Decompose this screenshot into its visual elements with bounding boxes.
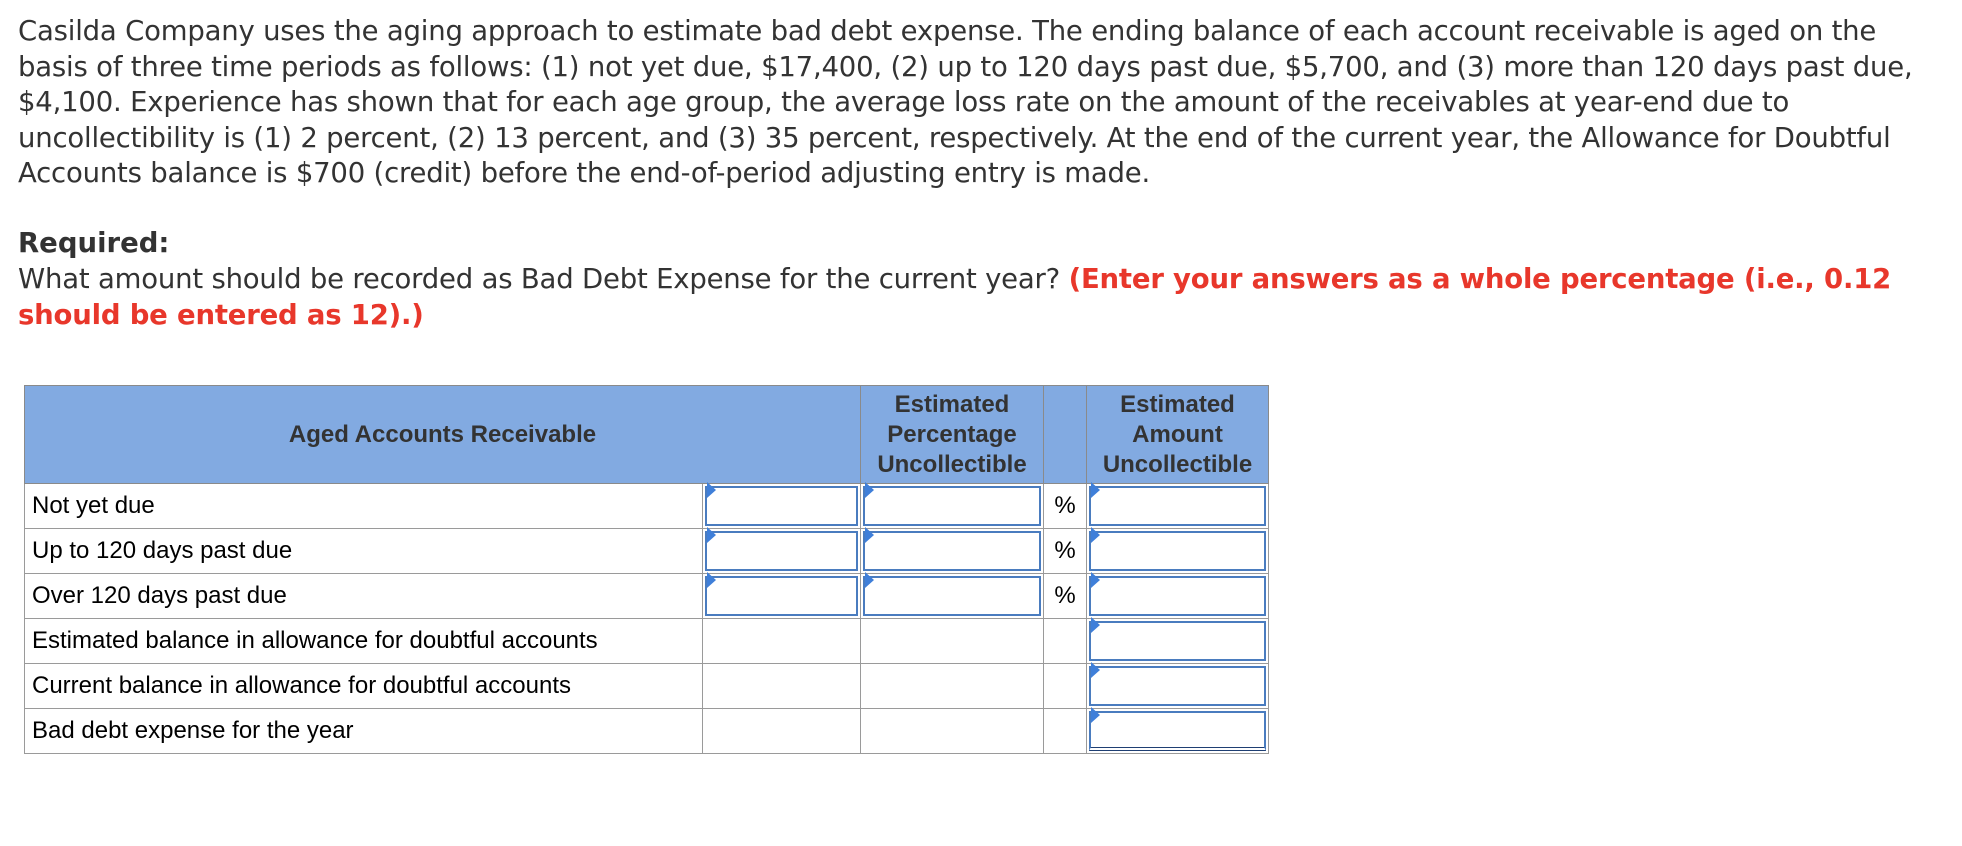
empty-cell — [703, 619, 861, 664]
empty-cell — [703, 709, 861, 754]
header-line: Uncollectible — [1102, 450, 1253, 478]
header-line: Amount — [1132, 420, 1223, 448]
header-line: Percentage — [887, 420, 1017, 448]
header-estimated-amount-uncollectible — [1087, 386, 1269, 484]
row-label: Estimated balance in allowance for doubtful accounts — [25, 619, 703, 664]
header-line: Uncollectible — [877, 450, 1027, 478]
percentage-input[interactable] — [863, 531, 1041, 571]
problem-statement: Casilda Company uses the aging approach to estimate bad debt expense. The ending balance of each account receivable is aged on the basis of three time periods as follows: (1) not yet due, $17,400, (2) up to 120 days past due, $5,700, and (3) more than 120 days past due, $4,100. Experience has shown that for each age group, the average loss rate on the amount of the receivables at year-end due to uncollectibility is (1) 2 percent, (2) 13 percent, and (3) 35 percent, respectively. At the end of the current year, the Allowance for Doubtful Accounts balance is $700 (credit) before the end-of-period adjusting entry is made. — [18, 15, 1913, 189]
empty-cell — [1044, 709, 1087, 754]
receivable-input-cell — [703, 529, 861, 574]
amount-input-cell — [1087, 664, 1269, 709]
receivable-amount-input[interactable] — [705, 486, 858, 526]
estimated-balance-input[interactable] — [1089, 621, 1266, 661]
row-label: Current balance in allowance for doubtful accounts — [25, 664, 703, 709]
amount-input-cell — [1087, 574, 1269, 619]
percentage-input-cell — [861, 574, 1044, 619]
current-balance-input[interactable] — [1089, 666, 1266, 706]
receivable-input-cell — [703, 484, 861, 529]
table-row — [25, 574, 1269, 619]
table-row — [25, 709, 1269, 754]
empty-cell — [703, 664, 861, 709]
table-row — [25, 664, 1269, 709]
percent-symbol: % — [1044, 484, 1087, 529]
bad-debt-expense-input[interactable] — [1089, 711, 1266, 751]
receivable-amount-input[interactable] — [705, 576, 858, 616]
question-text — [18, 261, 1938, 333]
header-aged-accounts-receivable: Aged Accounts Receivable — [25, 386, 861, 484]
aging-schedule-table — [24, 385, 1269, 754]
header-line: Estimated — [894, 390, 1010, 418]
table-row — [25, 484, 1269, 529]
estimated-amount-input[interactable] — [1089, 576, 1266, 616]
estimated-amount-input[interactable] — [1089, 486, 1266, 526]
empty-cell — [1044, 664, 1087, 709]
estimated-amount-input[interactable] — [1089, 531, 1266, 571]
table-header-row — [25, 386, 1269, 484]
required-heading: Required: — [18, 227, 170, 259]
question-prompt: What amount should be recorded as Bad Debt Expense for the current year? — [18, 263, 1061, 295]
empty-cell — [861, 619, 1044, 664]
amount-input-cell — [1087, 619, 1269, 664]
row-label: Over 120 days past due — [25, 574, 703, 619]
receivable-amount-input[interactable] — [705, 531, 858, 571]
header-line: Estimated — [1120, 390, 1235, 418]
receivable-input-cell — [703, 574, 861, 619]
amount-input-cell — [1087, 709, 1269, 754]
empty-cell — [1044, 619, 1087, 664]
percentage-input-cell — [861, 484, 1044, 529]
row-label: Up to 120 days past due — [25, 529, 703, 574]
amount-input-cell — [1087, 529, 1269, 574]
percent-symbol: % — [1044, 529, 1087, 574]
empty-cell — [861, 664, 1044, 709]
table-row — [25, 619, 1269, 664]
header-spacer — [1044, 386, 1087, 484]
row-label: Not yet due — [25, 484, 703, 529]
amount-input-cell — [1087, 484, 1269, 529]
answer-instruction: (Enter your answers as a whole percentage (i.e., 0.12 should be entered as 12).) — [18, 263, 1892, 331]
percentage-input[interactable] — [863, 486, 1041, 526]
row-label: Bad debt expense for the year — [25, 709, 703, 754]
empty-cell — [861, 709, 1044, 754]
percentage-input-cell — [861, 529, 1044, 574]
table-row — [25, 529, 1269, 574]
percent-symbol: % — [1044, 574, 1087, 619]
header-estimated-percentage-uncollectible — [861, 386, 1044, 484]
percentage-input[interactable] — [863, 576, 1041, 616]
